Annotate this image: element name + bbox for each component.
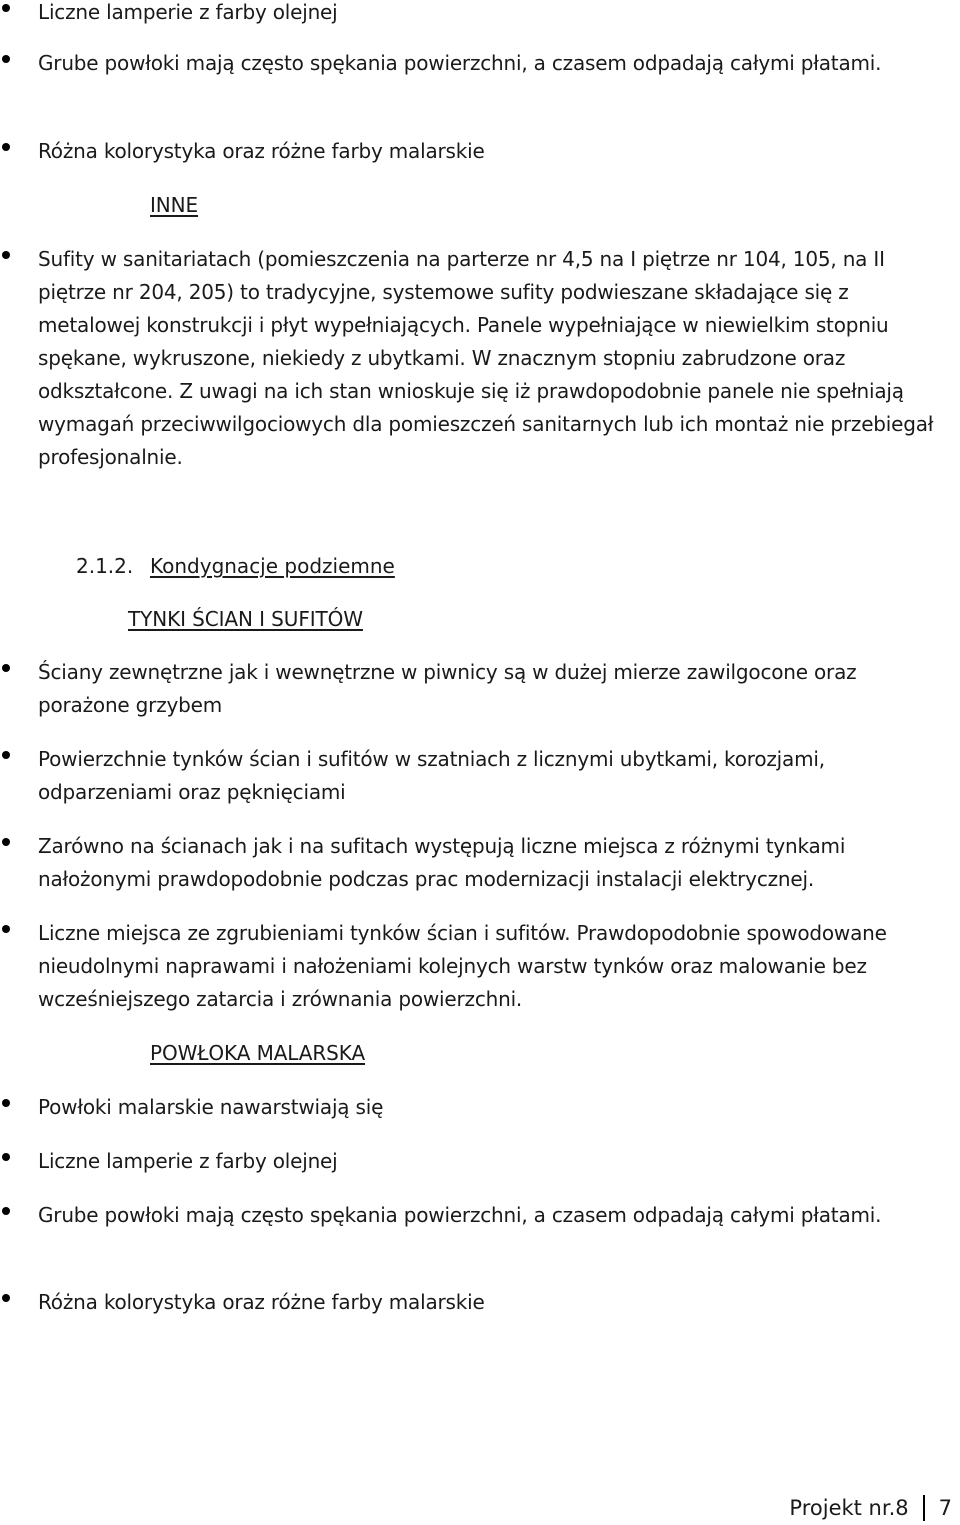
bullet-icon [2,1207,10,1215]
bullet-icon [2,751,10,759]
bullet-icon [2,838,10,846]
list-item-text: Liczne miejsca ze zgrubieniami tynków ścian i sufitów. Prawdopodobnie spowodowane nieudolnymi naprawami i nałożeniami kolejnych warstw tynków oraz malowanie bez wcześniejszego zatarcia i zrównania powierzchni. [38,921,887,1011]
inne-heading: INNE [150,193,199,217]
list-item-text: Powierzchnie tynków ścian i sufitów w szatniach z licznymi ubytkami, korozjami, odparzeniami oraz pęknięciami [38,747,825,804]
footer-divider [923,1495,925,1521]
footer-project-label: Projekt nr.8 [789,1496,909,1520]
list-item [0,1199,940,1232]
list-item [0,243,940,474]
list-item-text: Różna kolorystyka oraz różne farby malarskie [38,139,485,163]
list-item [0,830,940,896]
bullet-icon [2,1153,10,1161]
bullet-icon [2,1294,10,1302]
bullet-icon [2,251,10,259]
list-item-text: Liczne lamperie z farby olejnej [38,0,338,24]
list-item-text: Powłoki malarskie nawarstwiają się [38,1095,384,1119]
bullet-icon [2,55,10,63]
list-item-text: Liczne lamperie z farby olejnej [38,1149,338,1173]
powloka-heading: POWŁOKA MALARSKA [150,1041,366,1065]
inne-paragraph: Sufity w sanitariatach (pomieszczenia na parterze nr 4,5 na I piętrze nr 104, 105, na II piętrze nr 204, 205) to tradycyjne, systemowe sufity podwieszane składające się z metalowej konstrukcji i płyt wypełniających. Panele wypełniające w niewielkim stopniu spękane, wykruszone, niekiedy z ubytkami. W znacznym stopniu zabrudzone oraz odkształcone. Z uwagi na ich stan wnioskuje się iż prawdopodobnie panele nie spełniają wymagań przeciwwilgociowych dla pomieszczeń sanitarnych lub ich montaż nie przebiegał profesjonalnie. [38,247,934,469]
section-title: Kondygnacje podziemne [150,554,395,578]
list-item [0,47,940,80]
bullet-icon [2,1099,10,1107]
list-item-text: Grube powłoki mają często spękania powierzchni, a czasem odpadają całymi płatami. [38,1203,882,1227]
list-item [0,917,940,1016]
footer-page-number: 7 [938,1496,952,1520]
list-item-text: Ściany zewnętrzne jak i wewnętrzne w piwnicy są w dużej mierze zawilgocone oraz porażone grzybem [38,660,857,717]
bullet-icon [2,143,10,151]
list-item-text: Różna kolorystyka oraz różne farby malarskie [38,1290,485,1314]
page-footer [789,1495,952,1521]
list-item-text: Zarówno na ścianach jak i na sufitach występują liczne miejsca z różnymi tynkami nałożonymi prawdopodobnie podczas prac modernizacji instalacji elektrycznej. [38,834,846,891]
list-item [0,743,940,809]
tynki-heading: TYNKI ŚCIAN I SUFITÓW [128,607,363,631]
list-item [0,0,940,29]
bullet-icon [2,664,10,672]
list-item [0,135,940,168]
bullet-icon [2,925,10,933]
list-item-text: Grube powłoki mają często spękania powierzchni, a czasem odpadają całymi płatami. [38,51,882,75]
list-item [0,1286,940,1319]
section-number: 2.1.2. [76,554,134,578]
list-item [0,1145,940,1178]
bullet-icon [2,4,10,12]
list-item [0,1091,940,1124]
list-item [0,656,940,722]
